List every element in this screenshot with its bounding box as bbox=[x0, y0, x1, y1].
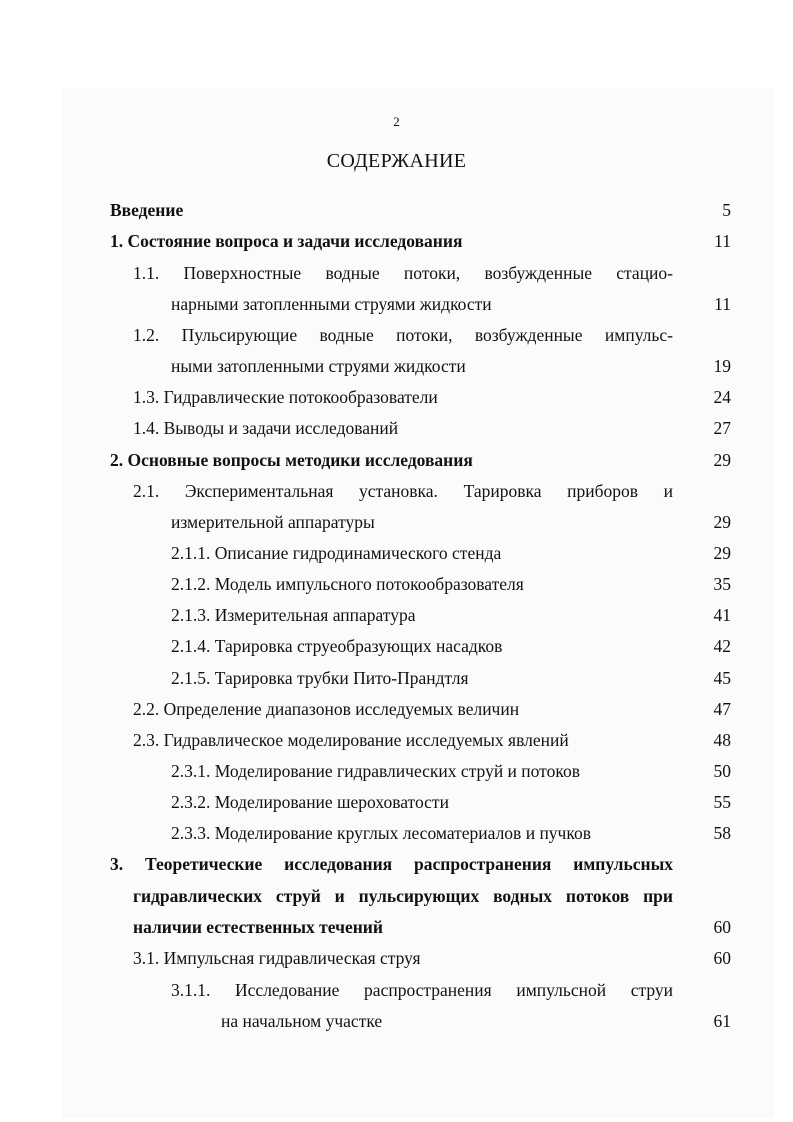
toc-entry-2-3-2-text: 2.3.2. Моделирование шероховатости bbox=[171, 792, 449, 812]
toc-entry-intro-page: 5 bbox=[722, 200, 731, 220]
toc-entry-1-1-page: 11 bbox=[714, 294, 731, 314]
toc-entry-2-1-3-page: 41 bbox=[713, 605, 731, 625]
toc-entry-1-2-line1: 1.2. Пульсирующие водные потоки, возбужденные импульс- bbox=[133, 325, 673, 345]
toc-entry-ch2-page: 29 bbox=[713, 450, 731, 470]
toc-entry-1-3-page: 24 bbox=[713, 387, 731, 407]
toc-entry-1-3-text: 1.3. Гидравлические потокообразователи bbox=[133, 387, 438, 407]
toc-entry-1-2-line2: ными затопленными струями жидкости bbox=[171, 356, 466, 376]
toc-entry-3-1-1-line2: на начальном участке bbox=[221, 1011, 383, 1031]
toc-entry-1-1-line1: 1.1. Поверхностные водные потоки, возбужденные стацио- bbox=[133, 263, 673, 283]
toc-entry-2-3-1-page: 50 bbox=[713, 761, 731, 781]
toc-entry-2-3-text: 2.3. Гидравлическое моделирование исследуемых явлений bbox=[133, 730, 569, 750]
toc-entry-1-1-line2: нарными затопленными струями жидкости bbox=[171, 294, 492, 314]
toc-entry-2-3-1-text: 2.3.1. Моделирование гидравлических струй и потоков bbox=[171, 761, 580, 781]
page-number: 2 bbox=[393, 114, 400, 129]
toc-entry-ch1-page: 11 bbox=[714, 231, 731, 251]
toc-entry-2-3-page: 48 bbox=[713, 730, 731, 750]
toc-entry-3-1-text: 3.1. Импульсная гидравлическая струя bbox=[133, 948, 421, 968]
toc-entry-2-1-line1: 2.1. Экспериментальная установка. Тарировка приборов и bbox=[133, 481, 673, 501]
toc-entry-2-1-line2: измерительной аппаратуры bbox=[171, 512, 375, 532]
toc-entry-3-1-1-page: 61 bbox=[713, 1011, 731, 1031]
toc-entry-2-1-1-page: 29 bbox=[713, 543, 731, 563]
toc-entry-2-1-3-text: 2.1.3. Измерительная аппаратура bbox=[171, 605, 416, 625]
toc-entry-2-1-2-text: 2.1.2. Модель импульсного потокообразователя bbox=[171, 574, 524, 594]
toc-entry-ch3-line2: гидравлических струй и пульсирующих водных потоков при bbox=[133, 886, 673, 906]
toc-entry-3-1-1-line1: 3.1.1. Исследование распространения импульсной струи bbox=[171, 980, 673, 1000]
toc-entry-ch1-text: 1. Состояние вопроса и задачи исследования bbox=[110, 231, 463, 251]
page-title: СОДЕРЖАНИЕ bbox=[326, 150, 467, 172]
toc-entry-2-1-4-text: 2.1.4. Тарировка струеобразующих насадков bbox=[171, 636, 503, 656]
toc-entry-2-1-page: 29 bbox=[713, 512, 731, 532]
toc-entry-1-4-text: 1.4. Выводы и задачи исследований bbox=[133, 418, 399, 438]
toc-entry-2-2-page: 47 bbox=[713, 699, 731, 719]
toc-entry-ch3-line3: наличии естественных течений bbox=[133, 917, 383, 937]
toc-entry-2-1-4-page: 42 bbox=[713, 636, 731, 656]
toc-entry-ch2-text: 2. Основные вопросы методики исследования bbox=[110, 450, 473, 470]
toc-entry-ch3-line1: 3. Теоретические исследования распространения импульсных bbox=[110, 854, 673, 874]
toc-entry-1-2-page: 19 bbox=[713, 356, 731, 376]
toc-entry-3-1-page: 60 bbox=[713, 948, 731, 968]
toc-entry-2-1-5-text: 2.1.5. Тарировка трубки Пито-Прандтля bbox=[171, 668, 469, 688]
toc-entry-2-2-text: 2.2. Определение диапазонов исследуемых величин bbox=[133, 699, 520, 719]
toc-entry-2-1-5-page: 45 bbox=[713, 668, 731, 688]
toc-entry-ch3-page: 60 bbox=[713, 917, 731, 937]
toc-entry-2-3-3-text: 2.3.3. Моделирование круглых лесоматериалов и пучков bbox=[171, 823, 591, 843]
toc-entry-2-1-2-page: 35 bbox=[713, 574, 731, 594]
toc-entry-intro-text: Введение bbox=[110, 200, 184, 220]
toc-entry-1-4-page: 27 bbox=[713, 418, 731, 438]
toc-entry-2-3-3-page: 58 bbox=[713, 823, 731, 843]
toc-entry-2-1-1-text: 2.1.1. Описание гидродинамического стенда bbox=[171, 543, 502, 563]
toc-entry-2-3-2-page: 55 bbox=[713, 792, 731, 812]
